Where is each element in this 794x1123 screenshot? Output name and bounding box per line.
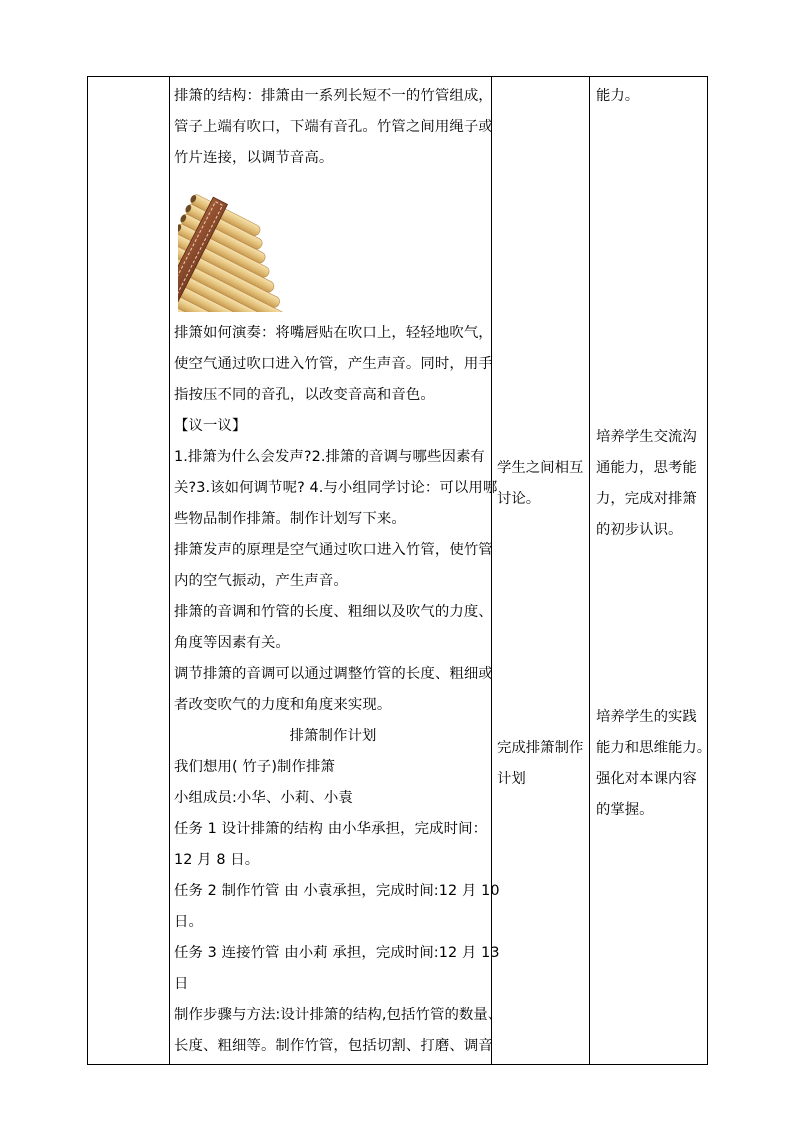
content-line: 排箫的音调和竹管的长度、粗细以及吹气的力度、 — [174, 604, 493, 620]
column-divider — [589, 77, 590, 1064]
student-activity-plan — [497, 733, 583, 795]
content-line: 使空气通过吹口进入竹管，产生声音。同时，用手 — [174, 356, 493, 372]
design-intent-communication — [596, 422, 697, 546]
content-line: 日。 — [174, 914, 203, 930]
intent-line: 强化对本课内容 — [596, 771, 697, 787]
content-line: 调节排箫的音调可以通过调整竹管的长度、粗细或 — [174, 666, 493, 682]
content-line: 排箫如何演奏：将嘴唇贴在吹口上，轻轻地吹气， — [174, 325, 493, 341]
intent-line: 能力。 — [596, 88, 640, 104]
plan-title: 排箫制作计划 — [289, 728, 377, 744]
intent-line: 培养学生的实践 — [596, 709, 697, 725]
content-line: 排箫发声的原理是空气通过吹口进入竹管，使竹管 — [174, 542, 493, 558]
student-activity-discuss — [497, 453, 583, 515]
activity-line: 讨论。 — [497, 491, 541, 507]
intent-line: 通能力，思考能 — [596, 460, 697, 476]
content-line: 12 月 8 日。 — [174, 852, 260, 868]
content-line: 角度等因素有关。 — [174, 635, 290, 651]
content-line: 排箫的结构：排箫由一系列长短不一的竹管组成， — [174, 88, 493, 104]
design-intent-ability — [596, 81, 639, 112]
content-line: 管子上端有吹口，下端有音孔。竹管之间用绳子或 — [174, 119, 493, 135]
content-line: 指按压不同的音孔，以改变音高和音色。 — [174, 387, 435, 403]
intent-line: 的掌握。 — [596, 802, 654, 818]
content-line: 任务 2 制作竹管 由 小袁承担，完成时间:12 月 10 — [174, 883, 500, 899]
content-line: 竹片连接，以调节音高。 — [174, 150, 334, 166]
column-divider — [169, 77, 170, 1064]
activity-line: 学生之间相互 — [497, 460, 584, 476]
content-line: 我们想用( 竹子)制作排箫 — [174, 759, 336, 775]
intent-line: 培养学生交流沟 — [596, 429, 697, 445]
activity-line: 完成排箫制作 — [497, 740, 584, 756]
content-line: 1.排箫为什么会发声?2.排箫的音调与哪些因素有 — [174, 449, 485, 465]
teaching-content-column — [174, 81, 503, 1062]
intent-line: 力，完成对排箫 — [596, 491, 697, 507]
content-line: 日 — [174, 976, 189, 992]
section-heading: 【议一议】 — [174, 418, 247, 434]
content-line: 任务 3 连接竹管 由小莉 承担，完成时间:12 月 13 — [174, 945, 500, 961]
content-line: 长度、粗细等。制作竹管，包括切割、打磨、调音 — [174, 1038, 493, 1054]
intent-line: 能力和思维能力。 — [596, 740, 712, 756]
lesson-table — [87, 76, 712, 1065]
content-line: 内的空气振动，产生声音。 — [174, 573, 348, 589]
content-line: 者改变吹气的力度和角度来实现。 — [174, 697, 392, 713]
content-line: 任务 1 设计排箫的结构 由小华承担，完成时间： — [174, 821, 488, 837]
activity-line: 计划 — [497, 771, 526, 787]
content-line: 小组成员:小华、小莉、小袁 — [174, 790, 353, 806]
content-line: 制作步骤与方法:设计排箫的结构,包括竹管的数量、 — [174, 1007, 503, 1023]
panpipe-image — [178, 182, 433, 312]
content-line: 些物品制作排箫。制作计划写下来。 — [174, 511, 406, 527]
design-intent-practice — [596, 702, 711, 826]
content-line: 关?3.该如何调节呢? 4.与小组同学讨论：可以用哪 — [174, 480, 498, 496]
intent-line: 的初步认识。 — [596, 522, 683, 538]
